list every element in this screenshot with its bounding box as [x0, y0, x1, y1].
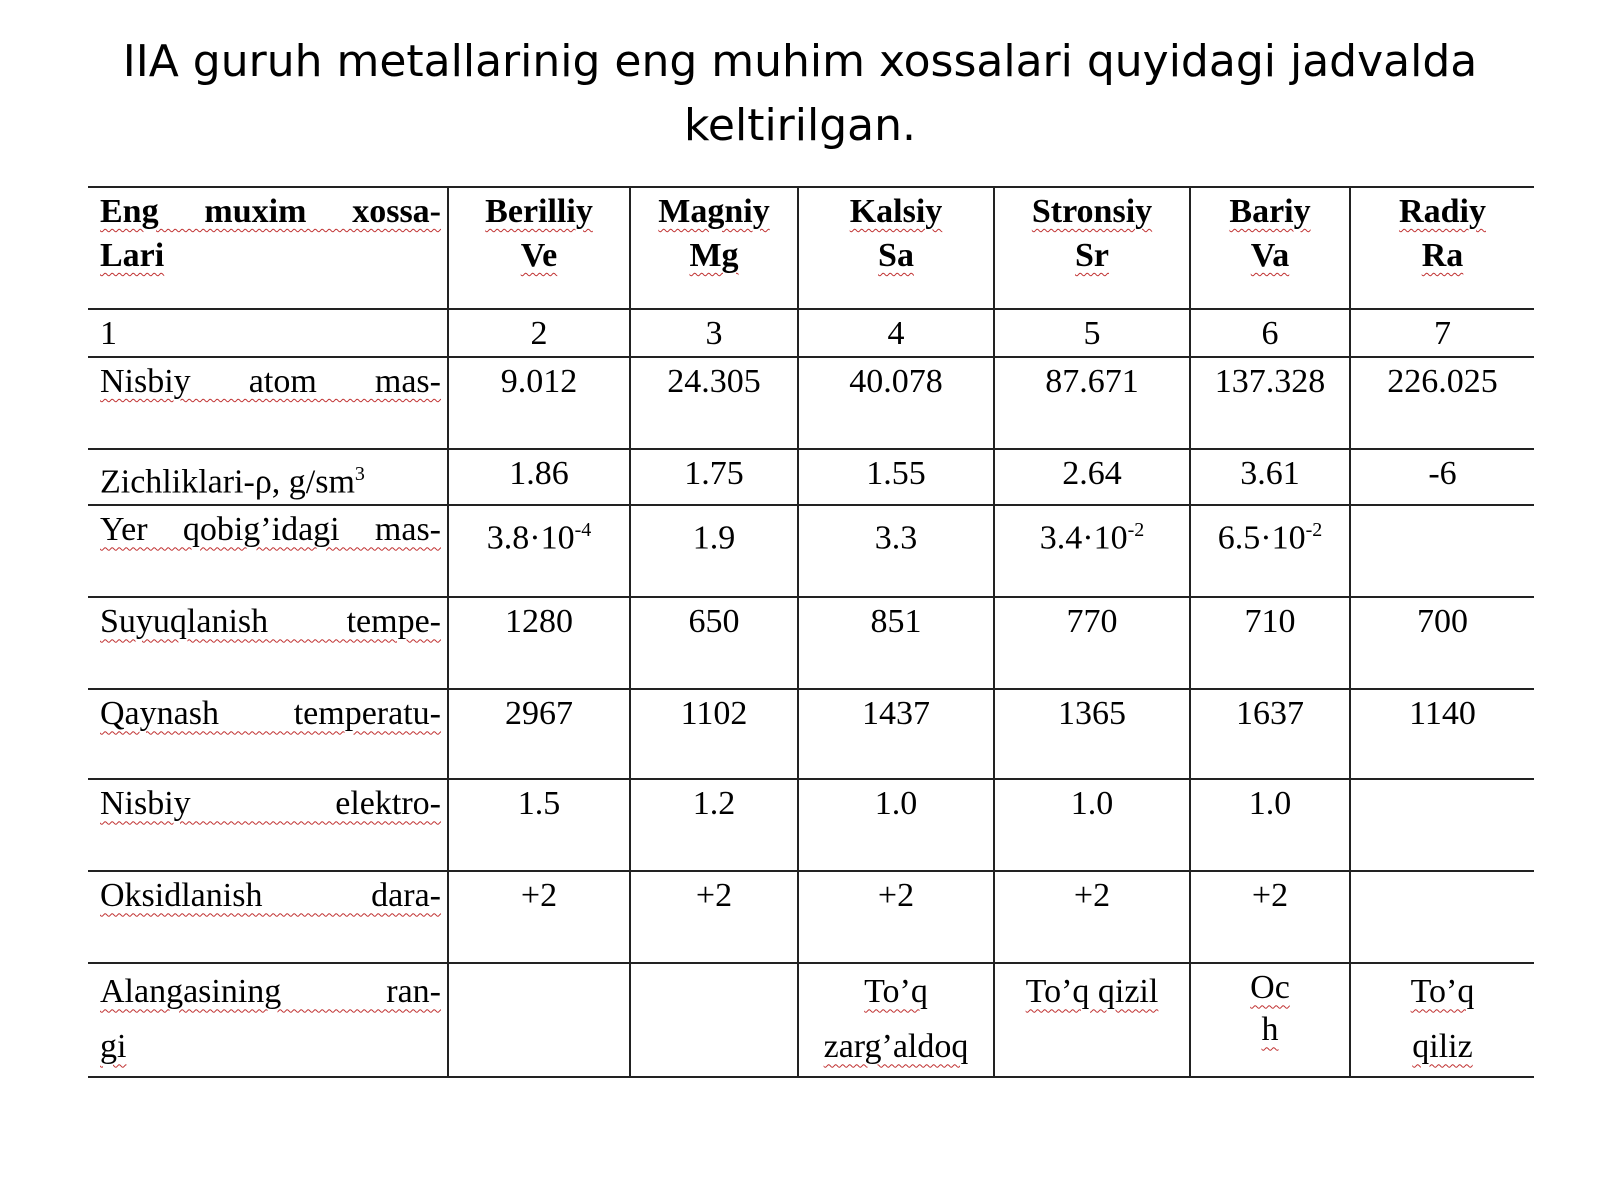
- value-cell: 3.61: [1190, 449, 1350, 505]
- slide-title: IIA guruh metallarinig eng muhim xossalari quyidagi jadvalda keltirilgan.: [122, 36, 1478, 151]
- header-element-cell: [798, 187, 994, 309]
- value-cell: 2967: [448, 689, 630, 779]
- element-symbol: Sr: [1075, 237, 1109, 274]
- property-label-text: Alangasining ran-: [100, 973, 441, 1011]
- header-element-cell: [994, 187, 1190, 309]
- value-cell: [1350, 963, 1534, 1077]
- element-name: Kalsiy: [849, 193, 943, 230]
- property-label: [88, 779, 448, 871]
- value-cell: 9.012: [448, 357, 630, 449]
- value-cell: +2: [448, 871, 630, 963]
- value-cell: [1190, 505, 1350, 597]
- column-number-row: [88, 309, 1534, 357]
- value-cell: 770: [994, 597, 1190, 689]
- property-label: [88, 963, 448, 1077]
- property-label-text: Oksidlanish dara-: [100, 877, 441, 915]
- header-property-line1: Eng muxim xossa-: [100, 193, 441, 230]
- table-row-flame-color: [88, 963, 1534, 1077]
- property-label-text: Qaynash temperatu-: [100, 695, 441, 733]
- value-exponent: -2: [1305, 519, 1323, 542]
- value-cell: 700: [1350, 597, 1534, 689]
- table-row-melting-point: [88, 597, 1534, 689]
- value-cell: 1102: [630, 689, 798, 779]
- element-name: Bariy: [1229, 193, 1311, 230]
- value-cell: [630, 505, 798, 597]
- value-cell: 851: [798, 597, 994, 689]
- value-cell: 1.0: [798, 779, 994, 871]
- property-label-text-line2: gi: [100, 1028, 127, 1066]
- value-cell: [1190, 963, 1350, 1077]
- flame-color-line2: zarg’aldoq: [823, 1028, 969, 1066]
- table-row-atomic-mass: [88, 357, 1534, 449]
- value-cell: 137.328: [1190, 357, 1350, 449]
- value-cell: [798, 963, 994, 1077]
- value-cell: [1350, 505, 1534, 597]
- header-element-cell: [630, 187, 798, 309]
- value-cell: 650: [630, 597, 798, 689]
- property-label: [88, 505, 448, 597]
- column-number: 4: [798, 309, 994, 357]
- value-cell: 710: [1190, 597, 1350, 689]
- table-row-crust-abundance: [88, 505, 1534, 597]
- value-exponent: -4: [574, 519, 592, 542]
- value-cell: 1365: [994, 689, 1190, 779]
- value-base: 1.9: [692, 519, 736, 557]
- table-row-density: [88, 449, 1534, 505]
- value-cell: 1.0: [1190, 779, 1350, 871]
- value-cell: 2.64: [994, 449, 1190, 505]
- flame-color-line2: h: [1261, 1011, 1279, 1049]
- value-cell: [994, 505, 1190, 597]
- element-symbol: Mg: [689, 237, 739, 274]
- table-row-boiling-point: [88, 689, 1534, 779]
- value-cell: 1437: [798, 689, 994, 779]
- property-label-text: Yer qobig’idagi mas-: [100, 511, 441, 549]
- column-number: 1: [88, 309, 448, 357]
- value-cell: [448, 963, 630, 1077]
- property-label: [88, 871, 448, 963]
- flame-color-line1: To’q: [864, 973, 928, 1011]
- property-label-text: Suyuqlanish tempe-: [100, 603, 441, 641]
- element-symbol: Ra: [1421, 237, 1464, 274]
- column-number: 6: [1190, 309, 1350, 357]
- value-cell: +2: [994, 871, 1190, 963]
- flame-color-line1: Oc: [1250, 969, 1290, 1007]
- value-base: 3.8·10: [486, 519, 575, 557]
- value-cell: [630, 963, 798, 1077]
- property-label-text: Zichliklari-ρ, g/sm: [100, 463, 355, 501]
- value-cell: +2: [1190, 871, 1350, 963]
- property-label-superscript: 3: [354, 463, 365, 485]
- value-cell: -6: [1350, 449, 1534, 505]
- column-number: 3: [630, 309, 798, 357]
- value-cell: 1280: [448, 597, 630, 689]
- value-base: 3.3: [874, 519, 918, 557]
- header-element-cell: [1350, 187, 1534, 309]
- flame-color-line2: qiliz: [1412, 1028, 1473, 1066]
- value-cell: 1140: [1350, 689, 1534, 779]
- element-name: Berilliy: [485, 193, 593, 230]
- value-cell: [1350, 871, 1534, 963]
- value-exponent: -2: [1127, 519, 1145, 542]
- properties-table-container: [88, 186, 1534, 1074]
- properties-table: [88, 186, 1534, 1078]
- value-cell: [448, 505, 630, 597]
- value-cell: 1.5: [448, 779, 630, 871]
- column-number: 7: [1350, 309, 1534, 357]
- flame-color-line1: To’q: [1410, 973, 1475, 1011]
- flame-color-line1: To’q qizil: [1025, 973, 1159, 1011]
- value-cell: +2: [798, 871, 994, 963]
- column-number: 2: [448, 309, 630, 357]
- property-label: [88, 449, 448, 505]
- table-header-row: [88, 187, 1534, 309]
- value-cell: 1.86: [448, 449, 630, 505]
- value-cell: [798, 505, 994, 597]
- value-cell: 1.2: [630, 779, 798, 871]
- value-cell: [994, 963, 1190, 1077]
- property-label-text: Nisbiy elektro-: [100, 785, 441, 823]
- value-cell: 40.078: [798, 357, 994, 449]
- element-symbol: Ve: [520, 237, 558, 274]
- value-cell: 226.025: [1350, 357, 1534, 449]
- header-element-cell: [1190, 187, 1350, 309]
- element-symbol: Sa: [878, 237, 914, 274]
- property-label: [88, 689, 448, 779]
- element-name: Radiy: [1399, 193, 1486, 230]
- value-cell: 87.671: [994, 357, 1190, 449]
- table-row-electronegativity: [88, 779, 1534, 871]
- header-element-cell: [448, 187, 630, 309]
- table-row-oxidation-state: [88, 871, 1534, 963]
- property-label: [88, 357, 448, 449]
- value-cell: 1.75: [630, 449, 798, 505]
- value-base: 6.5·10: [1217, 519, 1306, 557]
- element-name: Stronsiy: [1031, 193, 1153, 230]
- column-number: 5: [994, 309, 1190, 357]
- element-name: Magniy: [658, 193, 770, 230]
- value-base: 3.4·10: [1039, 519, 1128, 557]
- property-label: [88, 597, 448, 689]
- element-symbol: Va: [1250, 237, 1290, 274]
- value-cell: 1.0: [994, 779, 1190, 871]
- header-property-line2: Lari: [100, 237, 165, 274]
- value-cell: 24.305: [630, 357, 798, 449]
- value-cell: 1637: [1190, 689, 1350, 779]
- header-property-cell: [88, 187, 448, 309]
- value-cell: +2: [630, 871, 798, 963]
- property-label-text: Nisbiy atom mas-: [100, 363, 441, 400]
- value-cell: [1350, 779, 1534, 871]
- value-cell: 1.55: [798, 449, 994, 505]
